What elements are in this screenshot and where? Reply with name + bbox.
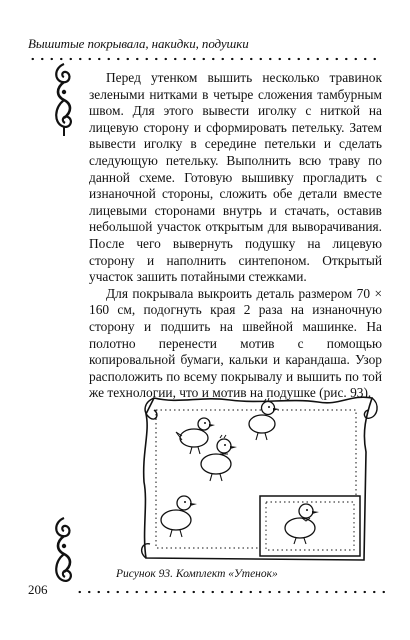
body-text	[89, 70, 382, 402]
running-header: Вышитые покрывала, накидки, подушки	[28, 36, 249, 51]
scroll-ornament-icon	[50, 516, 78, 588]
page-number: 206	[28, 582, 48, 597]
duckling-blanket-illustration	[140, 392, 380, 562]
paragraph: Перед утенком вышить несколько травинок зелеными нитками в четыре сложения тамбурным швом. Для этого вывести иголку с ниткой на лицевую сторону и сформировать петельку. Затем вывести иголку в середине петельки и сделать следующую петельку. Выполнить всю траву по данной схеме. Готовую вышивку прогладить с изнаночной стороны, сложить обе детали вместе лицевыми сторонами внутрь и стачать, оставив небольшой участок открытым для выворачивания. После чего вывернуть подушку на лицевую сторону и наполнить синтепоном. Открытый участок зашить потайными стежками.	[89, 70, 382, 285]
scroll-ornament-icon	[50, 62, 78, 138]
figure-caption: Рисунок 93. Комплект «Утенок»	[116, 568, 278, 580]
paragraph: Для покрывала выкроить деталь размером 70 × 160 см, подогнуть края 2 раза на изнаночную сторону и подшить на швейной машинке. На полотно перенести мотив с помощью копировальной бумаги, кальки и карандаша. Узор расположить по всему покрывалу и вышить по той же технологии, что и мотив на подушке (рис. 93).	[89, 285, 382, 401]
header-dotted-rule	[28, 57, 383, 61]
footer-dotted-rule	[75, 590, 385, 594]
